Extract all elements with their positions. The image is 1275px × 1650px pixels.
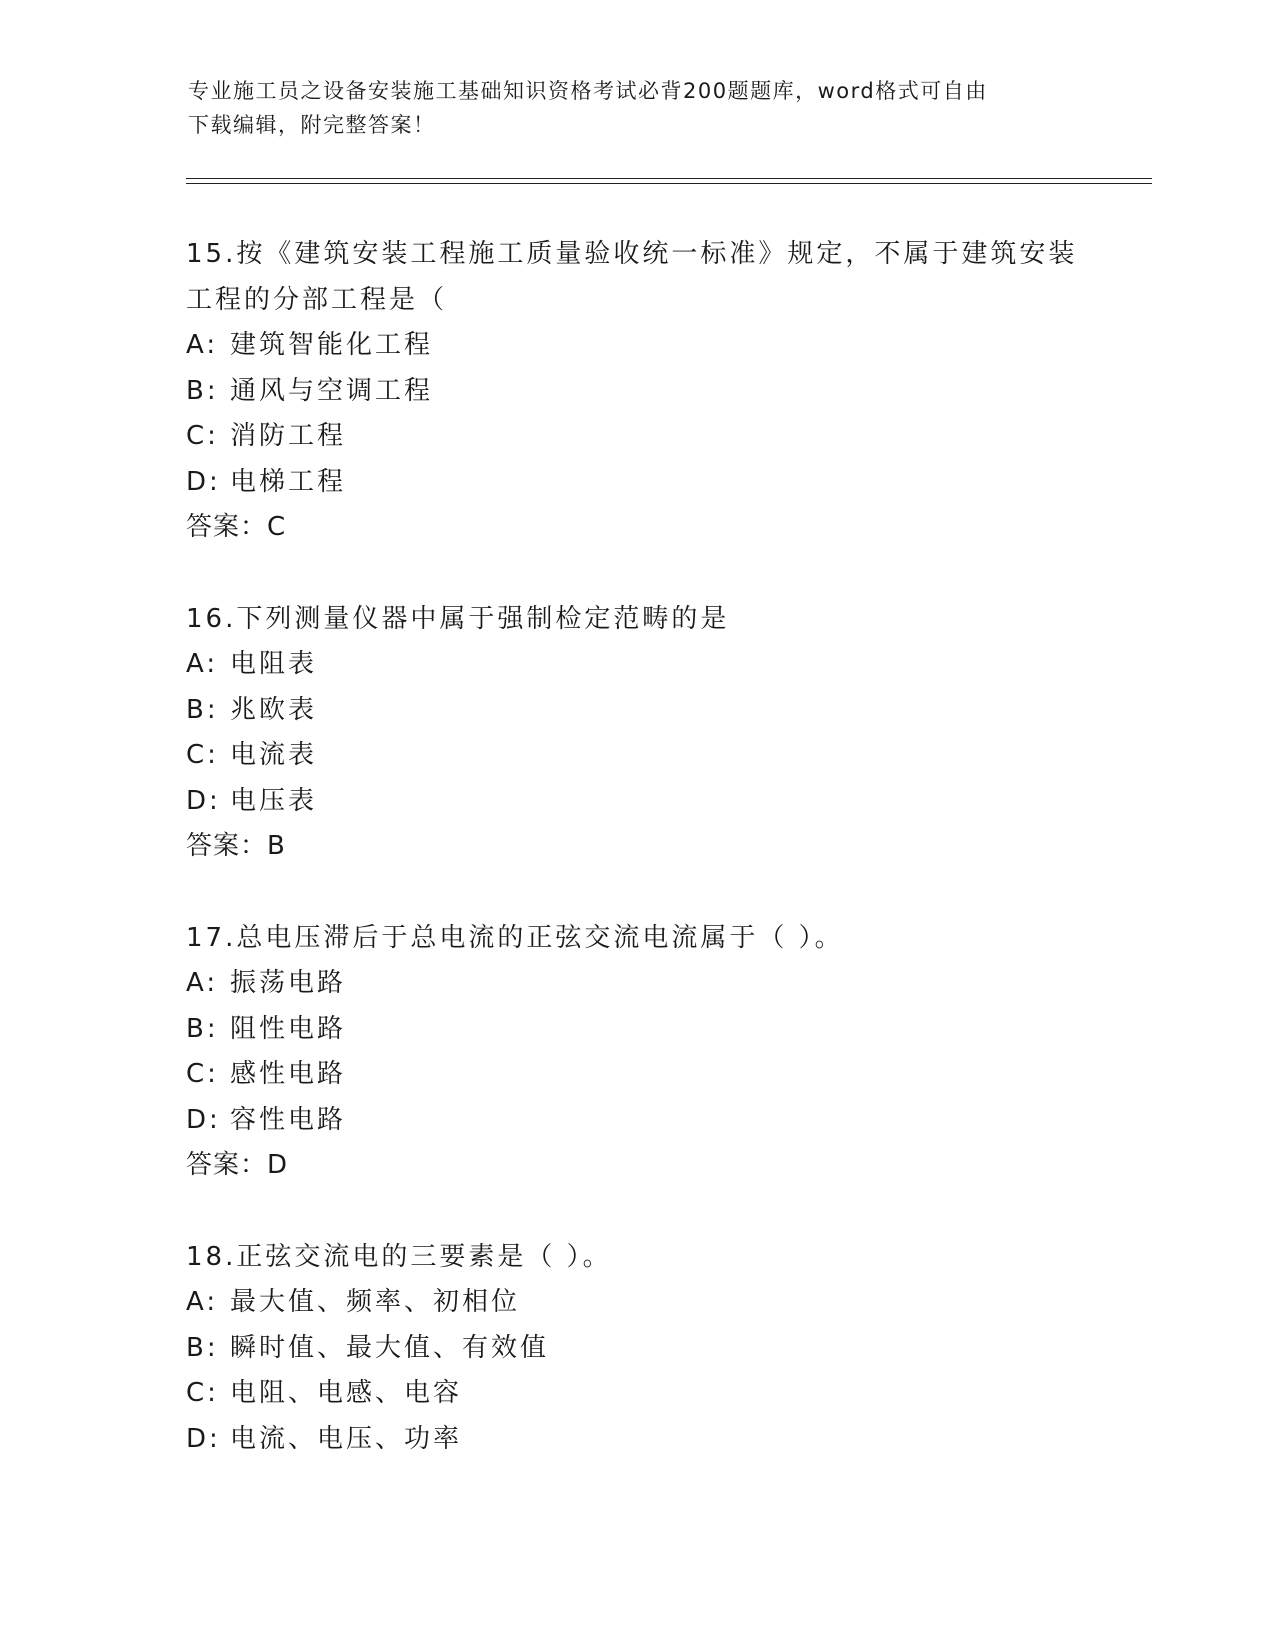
option-text: 消防工程 xyxy=(230,421,347,451)
question-16 xyxy=(186,597,1086,870)
option-letter: B: xyxy=(186,375,219,406)
option-letter: A: xyxy=(186,649,219,679)
option-letter: A: xyxy=(186,330,219,360)
option-text: 振荡电路 xyxy=(230,968,347,998)
option-text: 电阻、电感、电容 xyxy=(230,1378,463,1408)
answer-line: 答案：B xyxy=(186,831,286,861)
option-letter: A: xyxy=(186,968,219,998)
option-d xyxy=(186,1098,1086,1144)
option-d xyxy=(186,779,1086,825)
question-stem xyxy=(186,1235,1086,1281)
header-line-2: 下载编辑，附完整答案！ xyxy=(188,113,436,137)
option-a xyxy=(186,642,1086,688)
option-a xyxy=(186,323,1086,369)
question-17 xyxy=(186,916,1086,1189)
question-stem xyxy=(186,597,1086,643)
question-stem xyxy=(186,916,1086,962)
option-text: 电流表 xyxy=(230,740,318,770)
option-letter: C: xyxy=(186,740,219,770)
option-b xyxy=(186,1326,1086,1372)
option-a xyxy=(186,961,1086,1007)
question-15 xyxy=(186,232,1086,551)
option-c xyxy=(186,1052,1086,1098)
option-b xyxy=(186,1007,1086,1053)
option-c xyxy=(186,733,1086,779)
option-c xyxy=(186,414,1086,460)
option-letter: A: xyxy=(186,1287,219,1317)
question-stem-line-1: 18.正弦交流电的三要素是（ ）。 xyxy=(186,1241,612,1272)
option-text: 瞬时值、最大值、有效值 xyxy=(230,1332,550,1363)
question-stem-line-2: 工程的分部工程是（ xyxy=(186,284,448,315)
option-letter: C: xyxy=(186,1378,219,1408)
question-stem-line-1: 15.按《建筑安装工程施工质量验收统一标准》规定，不属于建筑安装 xyxy=(186,239,1078,269)
header-divider-bottom xyxy=(186,183,1152,184)
option-text: 电梯工程 xyxy=(230,466,347,497)
option-text: 容性电路 xyxy=(230,1104,347,1135)
option-b xyxy=(186,369,1086,415)
option-text: 建筑智能化工程 xyxy=(230,330,434,360)
option-text: 通风与空调工程 xyxy=(230,375,434,406)
option-text: 电流、电压、功率 xyxy=(230,1423,463,1454)
option-letter: C: xyxy=(186,1059,219,1089)
question-stem-line-1: 17.总电压滞后于总电流的正弦交流电流属于（ ）。 xyxy=(186,922,844,953)
answer-line: 答案：D xyxy=(186,1150,289,1180)
question-stem xyxy=(186,232,1086,323)
option-text: 最大值、频率、初相位 xyxy=(230,1287,521,1317)
question-18 xyxy=(186,1235,1086,1463)
option-text: 阻性电路 xyxy=(230,1013,347,1044)
option-letter: B: xyxy=(186,1013,219,1044)
option-letter: D: xyxy=(186,1104,221,1135)
option-letter: D: xyxy=(186,785,221,816)
option-a xyxy=(186,1280,1086,1326)
header-divider-top xyxy=(186,178,1152,179)
option-letter: B: xyxy=(186,694,219,725)
option-text: 电阻表 xyxy=(230,649,318,679)
option-d xyxy=(186,1417,1086,1463)
question-stem-line-1: 16.下列测量仪器中属于强制检定范畴的是 xyxy=(186,603,730,634)
option-letter: B: xyxy=(186,1332,219,1363)
question-list xyxy=(186,232,1086,1508)
option-letter: D: xyxy=(186,466,221,497)
option-text: 感性电路 xyxy=(230,1059,347,1089)
option-text: 兆欧表 xyxy=(230,694,318,725)
answer-line: 答案：C xyxy=(186,512,287,542)
option-d xyxy=(186,460,1086,506)
header-line-1: 专业施工员之设备安装施工基础知识资格考试必背200题题库，word格式可自由 xyxy=(188,79,988,103)
option-text: 电压表 xyxy=(230,785,318,816)
option-letter: D: xyxy=(186,1423,221,1454)
option-b xyxy=(186,688,1086,734)
option-c xyxy=(186,1371,1086,1417)
option-letter: C: xyxy=(186,421,219,451)
document-header xyxy=(188,74,1088,142)
